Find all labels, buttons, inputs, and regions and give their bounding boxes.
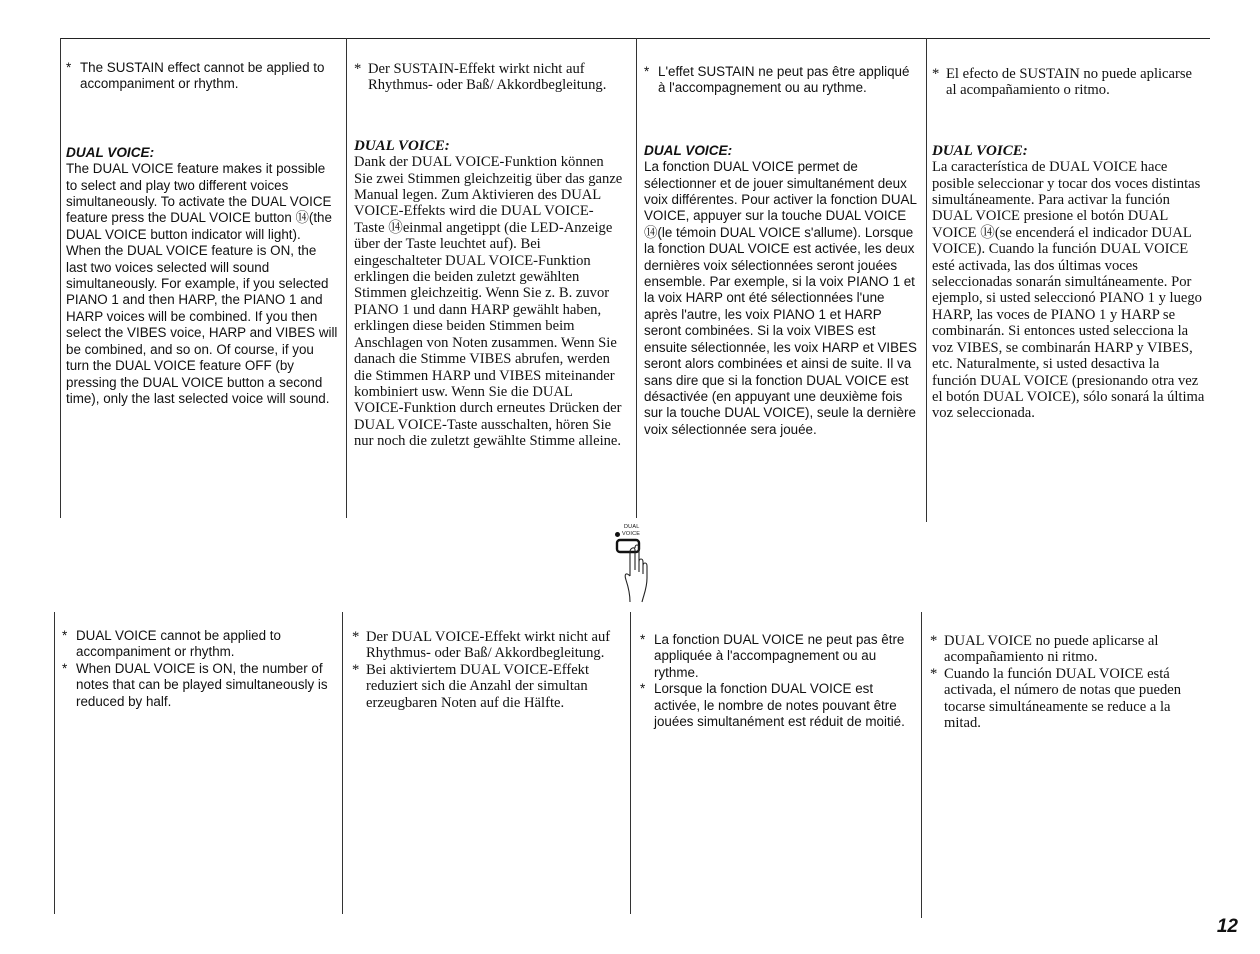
spanish-dual-voice-heading: DUAL VOICE:	[932, 142, 1028, 159]
top-rule	[60, 38, 1210, 39]
french-column-bottom	[640, 632, 912, 730]
page-number: 12	[1216, 916, 1238, 937]
english-note-2: * When DUAL VOICE is ON, the number of notes that can be played simultaneously is reduced by half.	[62, 661, 338, 710]
english-column-top	[66, 60, 338, 407]
french-column-top	[644, 64, 920, 438]
spanish-sustain-note: * El efecto de SUSTAIN no puede aplicarse al acompañamiento o ritmo.	[932, 66, 1206, 99]
english-sustain-note: * The SUSTAIN effect cannot be applied to accompaniment or rhythm.	[66, 60, 338, 93]
english-dual-voice-body: The DUAL VOICE feature makes it possible to select and play two different voices simultaneously. To activate the DUAL VOICE feature press the DUAL VOICE button ⑭(the DUAL VOICE button indicator will light). When the DUAL VOICE feature is ON, the last two voices selected will sound simultaneously. For example, if you selected PIANO 1 and then HARP, the PIANO 1 and HARP voices will be combined. If you then select the VIBES voice, HARP and VIBES will be combined, and so on. Of course, if you turn the DUAL VOICE feature OFF (by pressing the DUAL VOICE button a second time), only the last selected voice will sound.	[66, 161, 338, 406]
french-note-1: * La fonction DUAL VOICE ne peut pas être appliquée à l'accompagnement ou au rythme.	[640, 632, 912, 681]
german-note-1: * Der DUAL VOICE-Effekt wirkt nicht auf Rhythmus- oder Baß/ Akkordbegleitung.	[352, 629, 624, 662]
dual-voice-button-illustration	[608, 522, 664, 606]
column-divider-1-bottom	[54, 612, 55, 914]
german-column-bottom	[352, 629, 624, 711]
dual-voice-button-with-hand-icon	[608, 522, 664, 606]
spanish-note-2: * Cuando la función DUAL VOICE está activada, el número de notas que pueden tocarse simultáneamente se reduce a la mitad.	[930, 666, 1206, 732]
english-dual-voice-heading: DUAL VOICE:	[66, 144, 155, 160]
french-note-2: * Lorsque la fonction DUAL VOICE est activée, le nombre de notes pouvant être jouées simultanément est réduit de moitié.	[640, 681, 912, 730]
french-dual-voice-heading: DUAL VOICE:	[644, 142, 733, 158]
column-divider-4-bottom	[921, 612, 922, 918]
dual-caption: DUAL	[624, 524, 640, 530]
french-dual-voice-body: La fonction DUAL VOICE permet de sélectionner et de jouer simultanément deux voix différentes. Pour activer la fonction DUAL VOICE, appuyer sur la touche DUAL VOICE ⑭(le témoin DUAL VOICE s'allume). Lorsque la fonction DUAL VOICE est activée, les deux dernières voix sélectionnées seront jouées ensemble. Par exemple, si la voix PIANO 1 et la voix HARP ont été sélectionnées l'une après l'autre, les voix PIANO 1 et HARP seront combinées. Si la voix VIBES est ensuite sélectionnée, les voix HARP et VIBES seront alors combinées et ainsi de suite. Il va sans dire que si la fonction DUAL VOICE est désactivée (en appuyant une deuxième fois sur la touche DUAL VOICE), seule la dernière voix sélectionnée sera jouée.	[644, 159, 917, 437]
german-note-2: * Bei aktiviertem DUAL VOICE-Effekt reduziert sich die Anzahl der simultan erzeugbaren Noten auf die Hälfte.	[352, 662, 624, 711]
column-divider-3-bottom	[630, 612, 631, 914]
spanish-column-bottom	[930, 633, 1206, 731]
column-divider-3-top	[636, 38, 637, 518]
english-note-1: * DUAL VOICE cannot be applied to accompaniment or rhythm.	[62, 628, 338, 661]
german-column-top	[354, 61, 624, 450]
german-sustain-note: * Der SUSTAIN-Effekt wirkt nicht auf Rhythmus- oder Baß/ Akkordbegleitung.	[354, 61, 624, 94]
german-dual-voice-body: Dank der DUAL VOICE-Funktion können Sie zwei Stimmen gleichzeitig über das ganze Manual legen. Zum Aktivieren des DUAL VOICE-Effekts wird die DUAL VOICE-Taste ⑭einmal angetippt (die LED-Anzeige über der Taste leuchtet auf). Bei eingeschalteter DUAL VOICE-Funktion erklingen die beiden zuletzt gewählten Stimmen gleichzeitig. Wenn Sie z. B. zuvor PIANO 1 und dann HARP gewählt haben, erklingen diese beiden Stimmen beim Anschlagen von Noten zusammen. Wenn Sie danach die Stimme VIBES abrufen, werden die Stimmen HARP und VIBES miteinander kombiniert usw. Wenn Sie die DUAL VOICE-Funktion durch erneutes Drücken der DUAL VOICE-Taste ausschalten, hören Sie nur noch die zuletzt gewählte Stimme alleine.	[354, 154, 623, 450]
column-divider-2-bottom	[342, 612, 343, 914]
french-sustain-note: * L'effet SUSTAIN ne peut pas être appliqué à l'accompagnement ou au rythme.	[644, 64, 920, 97]
column-divider-1-top	[60, 38, 61, 518]
spanish-column-top	[932, 66, 1206, 422]
spanish-dual-voice-body: La característica de DUAL VOICE hace posible seleccionar y tocar dos voces distintas simultáneamente. Para activar la función DUAL VOICE presione el botón DUAL VOICE ⑭(se encenderá el indicador DUAL VOICE). Cuando la función DUAL VOICE esté activada, las dos últimas voces seleccionadas sonarán simultáneamente. Por ejemplo, si usted seleccionó PIANO 1 y luego HARP, las voces de PIANO 1 y HARP se combinarán. Si entonces usted selecciona la voz VIBES, se combinarán HARP y VIBES, etc. Naturalmente, si usted desactiva la función DUAL VOICE (presionando otra vez el botón DUAL VOICE), sólo sonará la última voz seleccionada.	[932, 159, 1205, 422]
english-column-bottom	[62, 628, 338, 710]
column-divider-4-top	[926, 38, 927, 522]
voice-caption: VOICE	[622, 531, 641, 537]
german-dual-voice-heading: DUAL VOICE:	[354, 137, 450, 154]
column-divider-2-top	[346, 38, 347, 518]
spanish-note-1: * DUAL VOICE no puede aplicarse al acompañamiento ni ritmo.	[930, 633, 1206, 666]
